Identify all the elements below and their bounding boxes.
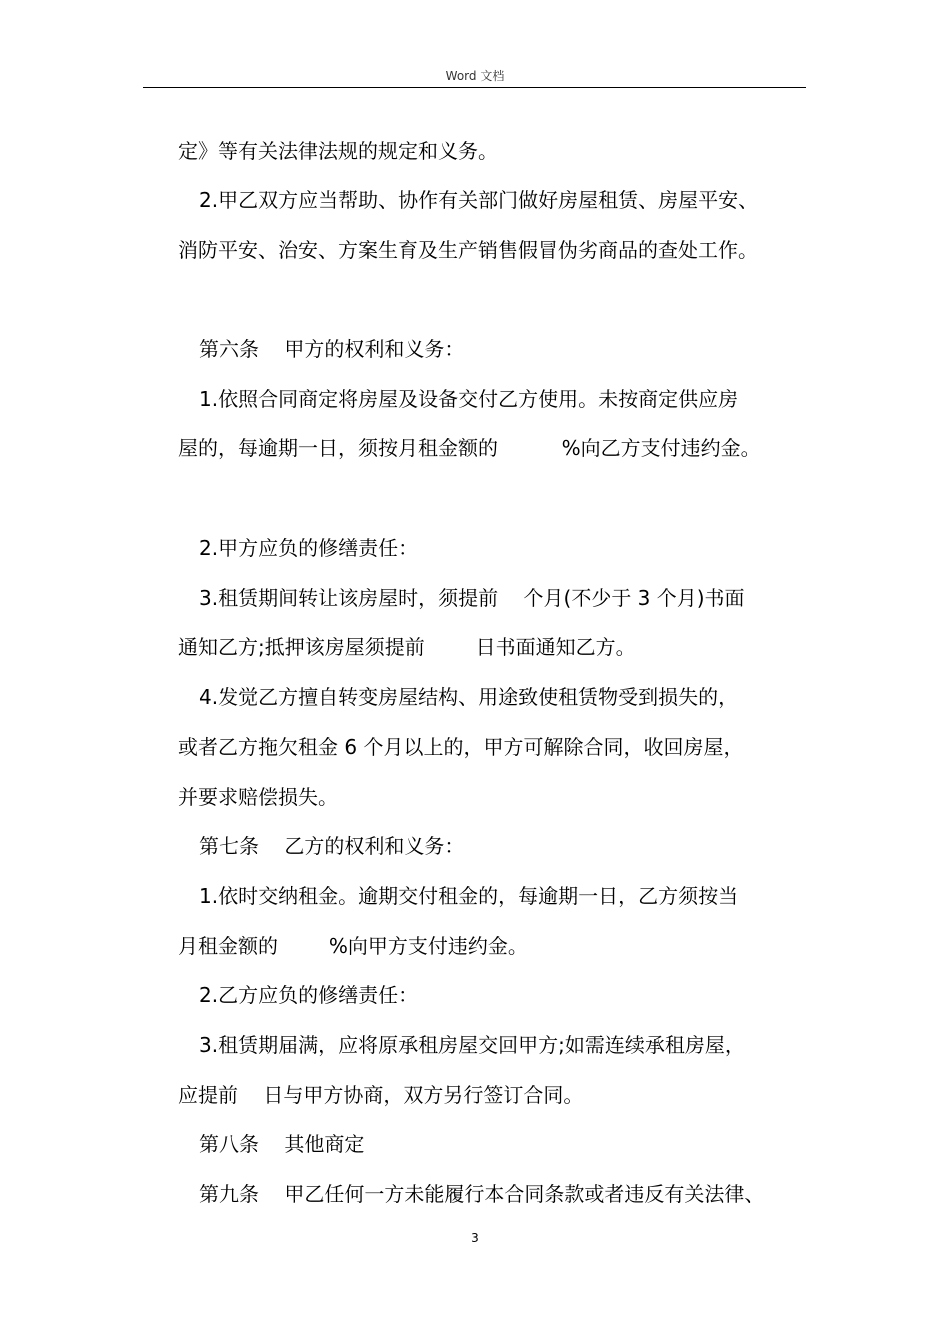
body-line: 应提前 日与甲方协商，双方另行签订合同。	[178, 1083, 584, 1107]
body-line: 屋的，每逾期一日，须按月租金额的 %向乙方支付违约金。	[178, 436, 761, 460]
body-line: 月租金额的 %向甲方支付违约金。	[178, 934, 528, 958]
article-heading: 第九条 甲乙任何一方未能履行本合同条款或者违反有关法律、	[199, 1182, 765, 1206]
body-line: 3.租赁期间转让该房屋时，须提前 个月(不少于 3 个月)书面	[199, 586, 745, 610]
article-heading: 第六条 甲方的权利和义务：	[199, 337, 465, 361]
body-line: 2.乙方应负的修缮责任：	[199, 983, 419, 1007]
body-line: 3.租赁期届满，应将原承租房屋交回甲方;如需连续承租房屋，	[199, 1033, 745, 1057]
body-line: 通知乙方;抵押该房屋须提前 日书面通知乙方。	[178, 635, 636, 659]
body-line: 1.依时交纳租金。逾期交付租金的，每逾期一日，乙方须按当	[199, 884, 739, 908]
body-line: 定》等有关法律法规的规定和义务。	[178, 139, 498, 163]
body-line: 并要求赔偿损失。	[178, 785, 338, 809]
page-number: 3	[471, 1231, 479, 1245]
article-heading: 第七条 乙方的权利和义务：	[199, 834, 465, 858]
body-line: 2.甲方应负的修缮责任：	[199, 536, 419, 560]
body-line: 4.发觉乙方擅自转变房屋结构、用途致使租赁物受到损失的，	[199, 685, 739, 709]
body-line: 消防平安、治安、方案生育及生产销售假冒伪劣商品的查处工作。	[178, 238, 758, 262]
body-line: 1.依照合同商定将房屋及设备交付乙方使用。未按商定供应房	[199, 387, 739, 411]
body-line: 或者乙方拖欠租金 6 个月以上的，甲方可解除合同，收回房屋，	[178, 735, 744, 759]
body-line: 2.甲乙双方应当帮助、协作有关部门做好房屋租赁、房屋平安、	[199, 188, 759, 212]
article-heading: 第八条 其他商定	[199, 1132, 365, 1156]
header-title: Word 文档	[445, 69, 505, 83]
header-divider	[143, 87, 806, 88]
